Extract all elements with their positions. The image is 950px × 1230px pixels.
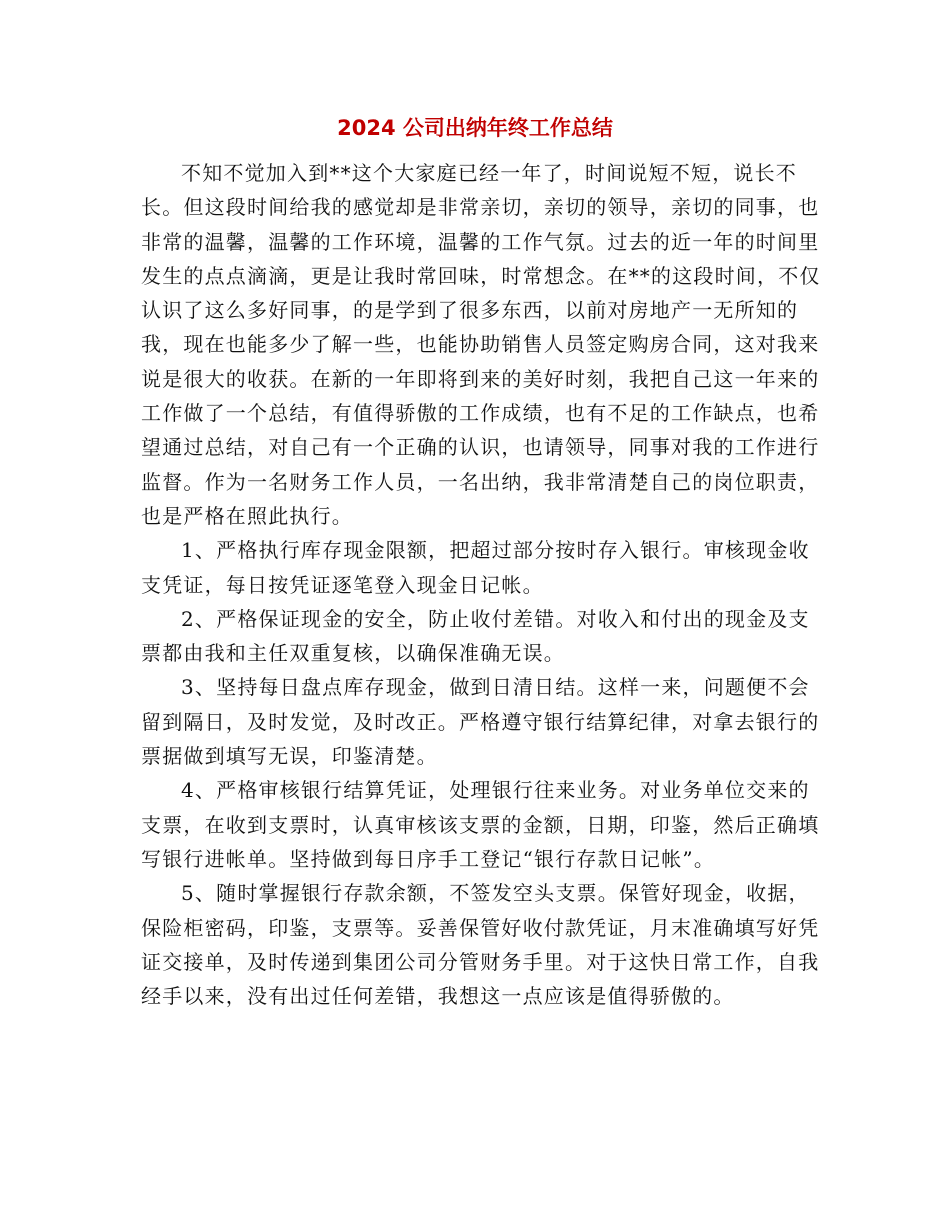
paragraph-item-2: 2、严格保证现金的安全，防止收付差错。对收入和付出的现金及支票都由我和主任双重复核，以确保准确无误。 xyxy=(141,606,810,666)
paragraph-item-5: 5、随时掌握银行存款余额，不签发空头支票。保管好现金，收据，保险柜密码，印鉴，支票等。妥善保管好收付款凭证，月末准确填写好凭证交接单，及时传递到集团公司分管财务手里。对于这快日常工作，自我经手以来，没有出过任何差错，我想这一点应该是值得骄傲的。 xyxy=(141,881,820,1009)
document-title: 2024 公司出纳年终工作总结 xyxy=(337,116,613,140)
paragraph-item-1: 1、严格执行库存现金限额，把超过部分按时存入银行。审核现金收支凭证，每日按凭证逐笔登入现金日记帐。 xyxy=(141,538,810,597)
document-body xyxy=(141,156,821,1013)
paragraph-item-4: 4、严格审核银行结算凭证，处理银行往来业务。对业务单位交来的支票，在收到支票时，认真审核该支票的金额，日期，印鉴，然后正确填写银行进帐单。坚持做到每日序手工登记“银行存款日记帐”。 xyxy=(141,778,820,871)
paragraph-item-3: 3、坚持每日盘点库存现金，做到日清日结。这样一来，问题便不会留到隔日，及时发觉，及时改正。严格遵守银行结算纪律，对拿去银行的票据做到填写无误，印鉴清楚。 xyxy=(141,675,820,769)
paragraph-intro: 不知不觉加入到**这个大家庭已经一年了，时间说短不短，说长不长。但这段时间给我的感觉却是非常亲切，亲切的领导，亲切的同事，也非常的温馨，温馨的工作环境，温馨的工作气氛。过去的近一年的时间里发生的点点滴滴，更是让我时常回味，时常想念。在**的这段时间，不仅认识了这么多好同事，的是学到了很多东西，以前对房地产一无所知的我，现在也能多少了解一些，也能协助销售人员签定购房合同，这对我来说是很大的收获。在新的一年即将到来的美好时刻，我把自己这一年来的工作做了一个总结，有值得骄傲的工作成绩，也有不足的工作缺点，也希望通过总结，对自己有一个正确的认识，也请领导，同事对我的工作进行监督。作为一名财务工作人员，一名出纳，我非常清楚自己的岗位职责，也是严格在照此执行。 xyxy=(141,161,821,528)
